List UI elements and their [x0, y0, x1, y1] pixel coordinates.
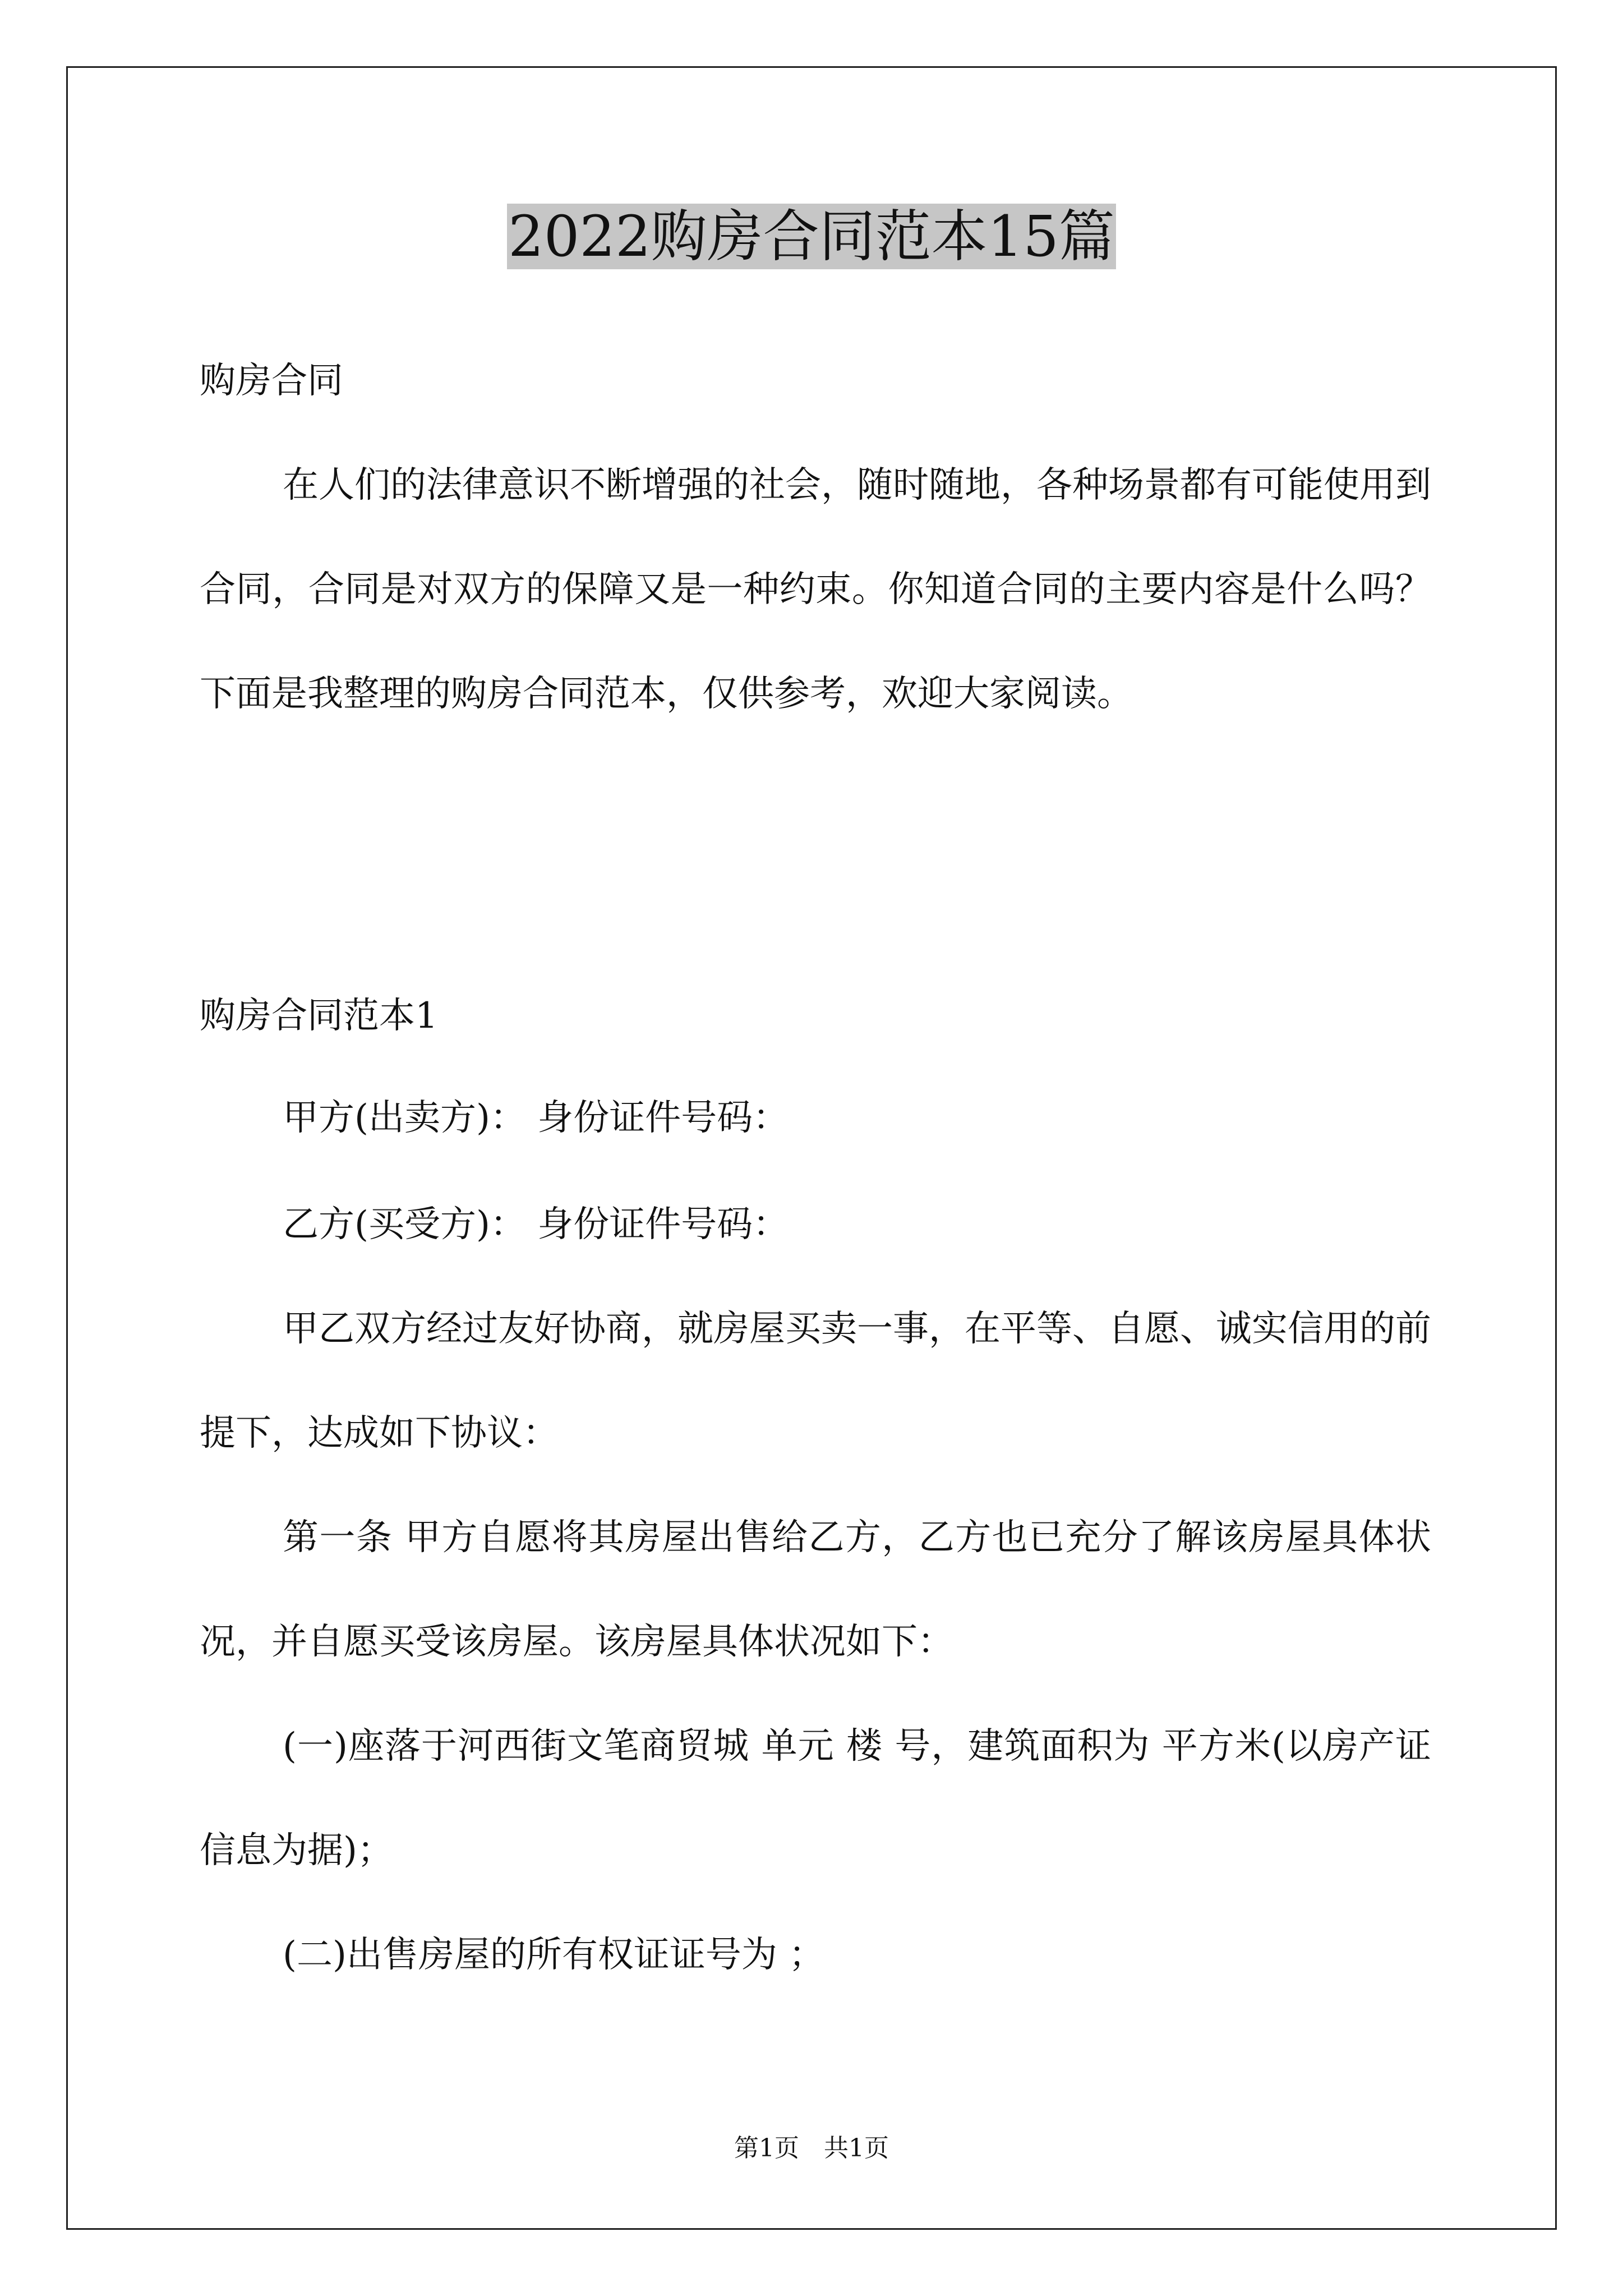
document-title — [0, 197, 1623, 276]
article-1-paragraph: 第一条 甲方自愿将其房屋出售给乙方，乙方也已充分了解该房屋具体状况，并自愿买受该房屋。该房屋具体状况如下： — [200, 1517, 1431, 1663]
document-title-text: 2022购房合同范本15篇 — [508, 204, 1115, 269]
document-heading: 购房合同 — [200, 360, 343, 402]
party-a-line: 甲方(出卖方)： 身份证件号码： — [283, 1097, 789, 1139]
item-1-paragraph: (一)座落于河西街文笔商贸城 单元 楼 号，建筑面积为 平方米(以房产证信息为据)； — [200, 1726, 1431, 1871]
page-number-total: 共1页 — [824, 2134, 889, 2162]
party-b-line: 乙方(买受方)： 身份证件号码： — [283, 1204, 789, 1245]
intro-paragraph: 在人们的法律意识不断增强的社会，随时随地，各种场景都有可能使用到合同，合同是对双方的保障又是一种约束。你知道合同的主要内容是什么吗？下面是我整理的购房合同范本，仅供参考，欢迎大家阅读。 — [200, 464, 1431, 715]
page-number-current: 第1页 — [734, 2134, 799, 2162]
agreement-intro-paragraph: 甲乙双方经过友好协商，就房屋买卖一事，在平等、自愿、诚实信用的前提下，达成如下协议： — [200, 1308, 1431, 1454]
item-2-paragraph: (二)出售房屋的所有权证证号为 ； — [283, 1934, 825, 1976]
page-footer — [0, 2132, 1623, 2165]
section-title: 购房合同范本1 — [200, 995, 438, 1037]
